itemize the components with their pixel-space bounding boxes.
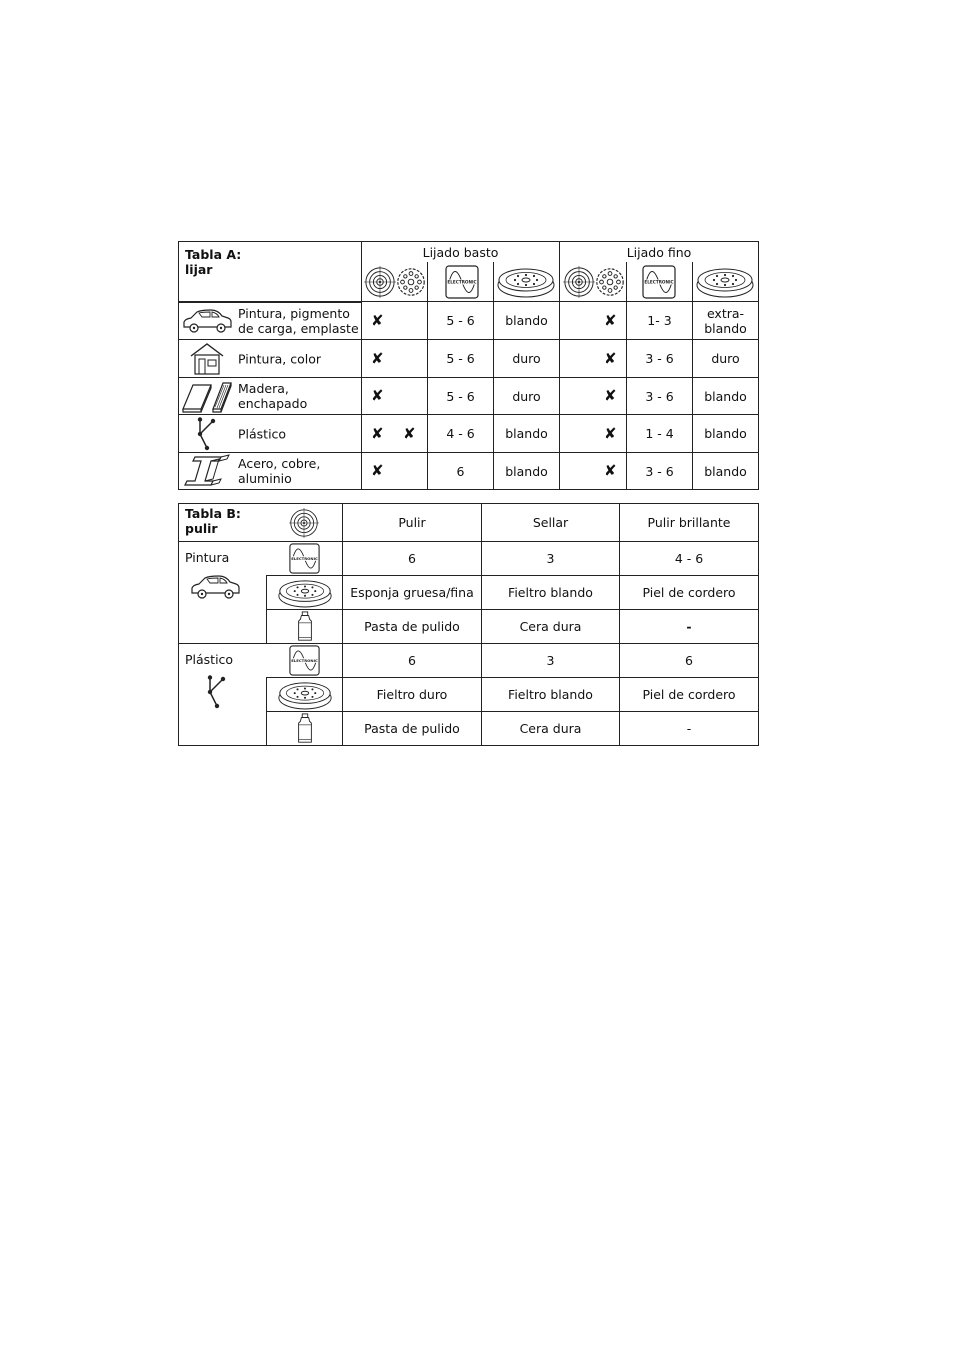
car-icon: [189, 573, 241, 601]
table-a-title-line2: lijar: [185, 262, 213, 277]
fine-pad: extra- blando: [693, 302, 759, 340]
table-b-polishing: [178, 503, 759, 746]
coarse-sanding-label: Lijado basto: [422, 245, 499, 260]
material-cell: [179, 302, 362, 340]
coarse-pad: blando: [494, 415, 560, 453]
not-applicable-mark: ✘: [604, 349, 617, 367]
bottle-icon: [294, 611, 316, 642]
not-applicable-mark: ✘: [604, 311, 617, 329]
not-applicable-mark: ✘: [371, 424, 384, 442]
table-a-title: [179, 242, 362, 303]
material-label: Pintura, pigmento de carga, emplaste: [238, 305, 359, 336]
not-applicable-mark: ✘: [371, 461, 384, 480]
electronic-speed-icon-fine: [642, 265, 676, 299]
orbital-polishing-icon: [289, 508, 319, 538]
table-b-title: [179, 504, 267, 542]
speed-icon-cell: [267, 542, 343, 576]
plastic-polish-speed: 6: [343, 644, 482, 678]
material-cell: [179, 453, 362, 490]
plastic-seal-agent: Cera dura: [482, 712, 620, 746]
plastic-polish-agent: Pasta de pulido: [343, 712, 482, 746]
plastic-seal-pad: Fieltro blando: [482, 678, 620, 712]
table-row: [179, 453, 759, 490]
coarse-pad: duro: [494, 378, 560, 415]
not-applicable-mark: ✘: [604, 424, 617, 442]
table-row: [179, 340, 759, 378]
paint-polish-pad: Esponja gruesa/fina: [343, 576, 482, 610]
fine-pad: blando: [693, 378, 759, 415]
not-applicable-mark: ✘: [371, 349, 384, 367]
table-row: [179, 302, 759, 340]
table-row: [179, 415, 759, 453]
category-plastic: [179, 644, 267, 746]
coarse-pad: blando: [494, 453, 560, 490]
coarse-mark-cell: [362, 340, 428, 378]
table-b-title-line1: Tabla B:: [185, 506, 241, 521]
electronic-speed-icon: [289, 645, 320, 676]
pad-icon-cell: [267, 678, 343, 712]
material-label: Madera, enchapado: [238, 381, 308, 411]
paint-polish-agent: Pasta de pulido: [343, 610, 482, 644]
plastic-shine-speed: 6: [620, 644, 759, 678]
backing-pad-icon: [277, 679, 333, 711]
category-paint-label: Pintura: [185, 550, 230, 565]
plastic-molecule-icon: [195, 417, 219, 451]
material-label: Plástico: [238, 426, 287, 441]
plastic-shine-agent: -: [620, 712, 759, 746]
coarse-mark-cell: [362, 302, 428, 340]
agent-icon-cell: [267, 712, 343, 746]
wood-planks-icon: [181, 379, 233, 413]
table-row: [179, 542, 759, 576]
table-a-body: [178, 301, 759, 490]
category-paint: [179, 542, 267, 644]
coarse-speed: 6: [428, 453, 494, 490]
material-label: Pintura, color: [238, 351, 322, 366]
fine-speed: 1 - 4: [627, 415, 693, 453]
orbital-icon-cell: [267, 504, 343, 542]
table-row: [179, 378, 759, 415]
paint-seal-pad: Fieltro blando: [482, 576, 620, 610]
not-applicable-mark: ✘: [371, 311, 384, 329]
col-seal: Sellar: [482, 504, 620, 542]
table-a-title-line1: Tabla A:: [185, 247, 242, 262]
not-applicable-mark: ✘: [604, 461, 617, 480]
table-b-header-row: [179, 504, 759, 542]
coarse-mark-cell: [362, 378, 428, 415]
electronic-speed-icon: [445, 265, 479, 299]
material-cell: [179, 340, 362, 378]
col-polish: Pulir: [343, 504, 482, 542]
house-icon: [187, 342, 227, 376]
agent-icon-cell: [267, 610, 343, 644]
plastic-seal-speed: 3: [482, 644, 620, 678]
col-shine: Pulir brillante: [620, 504, 759, 542]
fine-mark-cell: [560, 415, 627, 453]
paint-shine-pad: Piel de cordero: [620, 576, 759, 610]
car-icon: [181, 307, 233, 335]
fine-speed: 3 - 6: [627, 453, 693, 490]
coarse-speed: 5 - 6: [428, 302, 494, 340]
material-cell: [179, 378, 362, 415]
paint-seal-agent: Cera dura: [482, 610, 620, 644]
fine-mark-cell: [560, 378, 627, 415]
fine-pad: duro: [693, 340, 759, 378]
electronic-speed-icon: [289, 543, 320, 574]
fine-pad: blando: [693, 415, 759, 453]
plastic-molecule-icon: [205, 675, 229, 709]
coarse-mark-cell: [362, 415, 428, 453]
fine-speed: 3 - 6: [627, 378, 693, 415]
not-applicable-mark: ✘: [604, 386, 617, 405]
backing-pad-icon: [496, 265, 556, 299]
paint-seal-speed: 3: [482, 542, 620, 576]
fine-speed: 1- 3: [627, 302, 693, 340]
speed-icon-cell: [267, 644, 343, 678]
fine-pad: blando: [693, 453, 759, 490]
perforated-pad-icon: [395, 266, 427, 298]
orbital-sanding-icon: [364, 266, 396, 298]
paint-shine-speed: 4 - 6: [620, 542, 759, 576]
steel-beam-icon: [181, 453, 233, 489]
material-label: Acero, cobre, aluminio: [238, 456, 321, 486]
plastic-polish-pad: Fieltro duro: [343, 678, 482, 712]
coarse-pad: duro: [494, 340, 560, 378]
table-row: [179, 644, 759, 678]
coarse-speed: 5 - 6: [428, 378, 494, 415]
table-b-title-line2: pulir: [185, 521, 218, 536]
table-a-header-icons: [361, 262, 759, 302]
orbital-sanding-icon-fine: [563, 266, 595, 298]
bottle-icon: [294, 713, 316, 744]
material-cell: [179, 415, 362, 453]
pad-icon-cell: [267, 576, 343, 610]
coarse-mark-cell: [362, 453, 428, 490]
fine-speed: 3 - 6: [627, 340, 693, 378]
backing-pad-icon-fine: [695, 265, 755, 299]
fine-mark-cell: [560, 340, 627, 378]
not-applicable-mark-2: ✘: [403, 424, 416, 442]
coarse-speed: 5 - 6: [428, 340, 494, 378]
paint-shine-agent: -: [620, 610, 759, 644]
backing-pad-icon: [277, 577, 333, 609]
fine-sanding-label: Lijado fino: [626, 245, 692, 260]
fine-mark-cell: [560, 453, 627, 490]
coarse-pad: blando: [494, 302, 560, 340]
perforated-pad-icon-fine: [594, 266, 626, 298]
coarse-speed: 4 - 6: [428, 415, 494, 453]
not-applicable-mark: ✘: [371, 386, 384, 405]
paint-polish-speed: 6: [343, 542, 482, 576]
plastic-shine-pad: Piel de cordero: [620, 678, 759, 712]
category-plastic-label: Plástico: [185, 652, 234, 667]
fine-mark-cell: [560, 302, 627, 340]
